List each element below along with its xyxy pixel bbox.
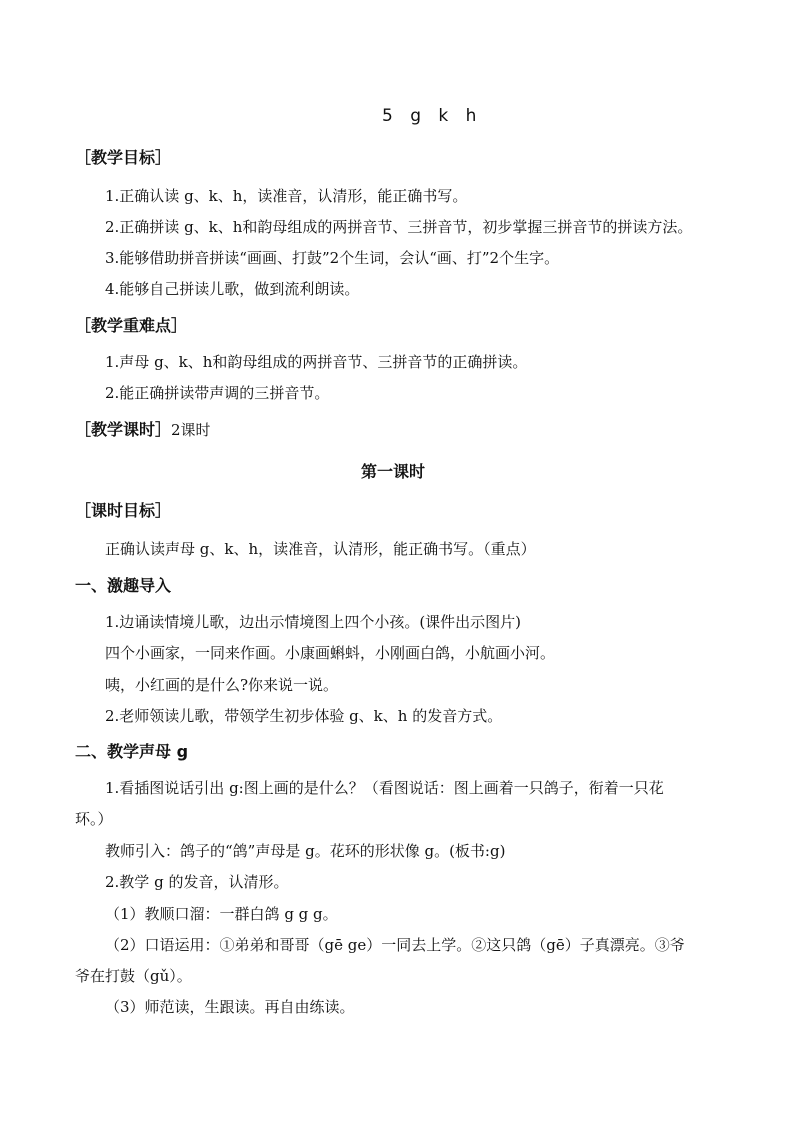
section2-line: （3）师范读，生跟读。再自由练读。	[105, 998, 355, 1016]
doc-title: 5 g k h	[382, 106, 483, 126]
goal-item: 4.能够自己拼读儿歌，做到流利朗读。	[105, 280, 360, 298]
section2-line: 教师引入：鸽子的“鸽”声母是 g。花环的形状像 g。(板书:g)	[105, 842, 506, 860]
goals-heading: ［教学目标］	[75, 148, 172, 167]
section2-line: 环。）	[75, 810, 113, 828]
goal-item: 1.正确认读 g、k、h，读准音，认清形，能正确书写。	[105, 187, 468, 205]
lesson-goal-heading: ［课时目标］	[75, 501, 172, 520]
section2-line: 2.教学 g 的发音，认清形。	[105, 873, 289, 891]
section1-line: 1.边诵读情境儿歌，边出示情境图上四个小孩。(课件出示图片)	[105, 613, 522, 631]
section1-line: 2.老师领读儿歌，带领学生初步体验 g、k、h 的发音方式。	[105, 707, 503, 725]
hours-value: 2课时	[171, 421, 211, 439]
difficulty-item: 1.声母 g、k、h和韵母组成的两拼音节、三拼音节的正确拼读。	[105, 353, 528, 371]
section1-line: 咦，小红画的是什么?你来说一说。	[105, 676, 339, 694]
section1-heading: 一、激趣导入	[75, 576, 172, 595]
lesson-goal-text: 正确认读声母 g、k、h，读准音，认清形，能正确书写。（重点）	[105, 540, 536, 558]
section2-line: （2）口语运用：①弟弟和哥哥（gē ge）一同去上学。②这只鸽（gē）子真漂亮。③爷	[105, 936, 685, 954]
goal-item: 3.能够借助拼音拼读“画画、打鼓”2个生词，会认“画、打”2个生字。	[105, 249, 560, 267]
section2-line: 1.看插图说话引出 g:图上画的是什么？（看图说话：图上画着一只鸽子，衔着一只花	[105, 779, 664, 797]
lesson-title: 第一课时	[361, 462, 426, 481]
goal-item: 2.正确拼读 g、k、h和韵母组成的两拼音节、三拼音节，初步掌握三拼音节的拼读方法。	[105, 218, 693, 236]
difficulty-item: 2.能正确拼读带声调的三拼音节。	[105, 384, 330, 402]
section2-line: （1）教顺口溜：一群白鸽 g g g。	[105, 905, 338, 923]
section2-heading: 二、教学声母 g	[75, 742, 189, 761]
section1-line: 四个小画家，一同来作画。小康画蝌蚪，小刚画白鸽，小航画小河。	[105, 644, 556, 662]
difficulties-heading: ［教学重难点］	[75, 316, 188, 335]
hours-row	[75, 420, 211, 440]
hours-heading: ［教学课时］	[75, 420, 172, 439]
section2-line: 爷在打鼓（gǔ）。	[75, 967, 192, 985]
